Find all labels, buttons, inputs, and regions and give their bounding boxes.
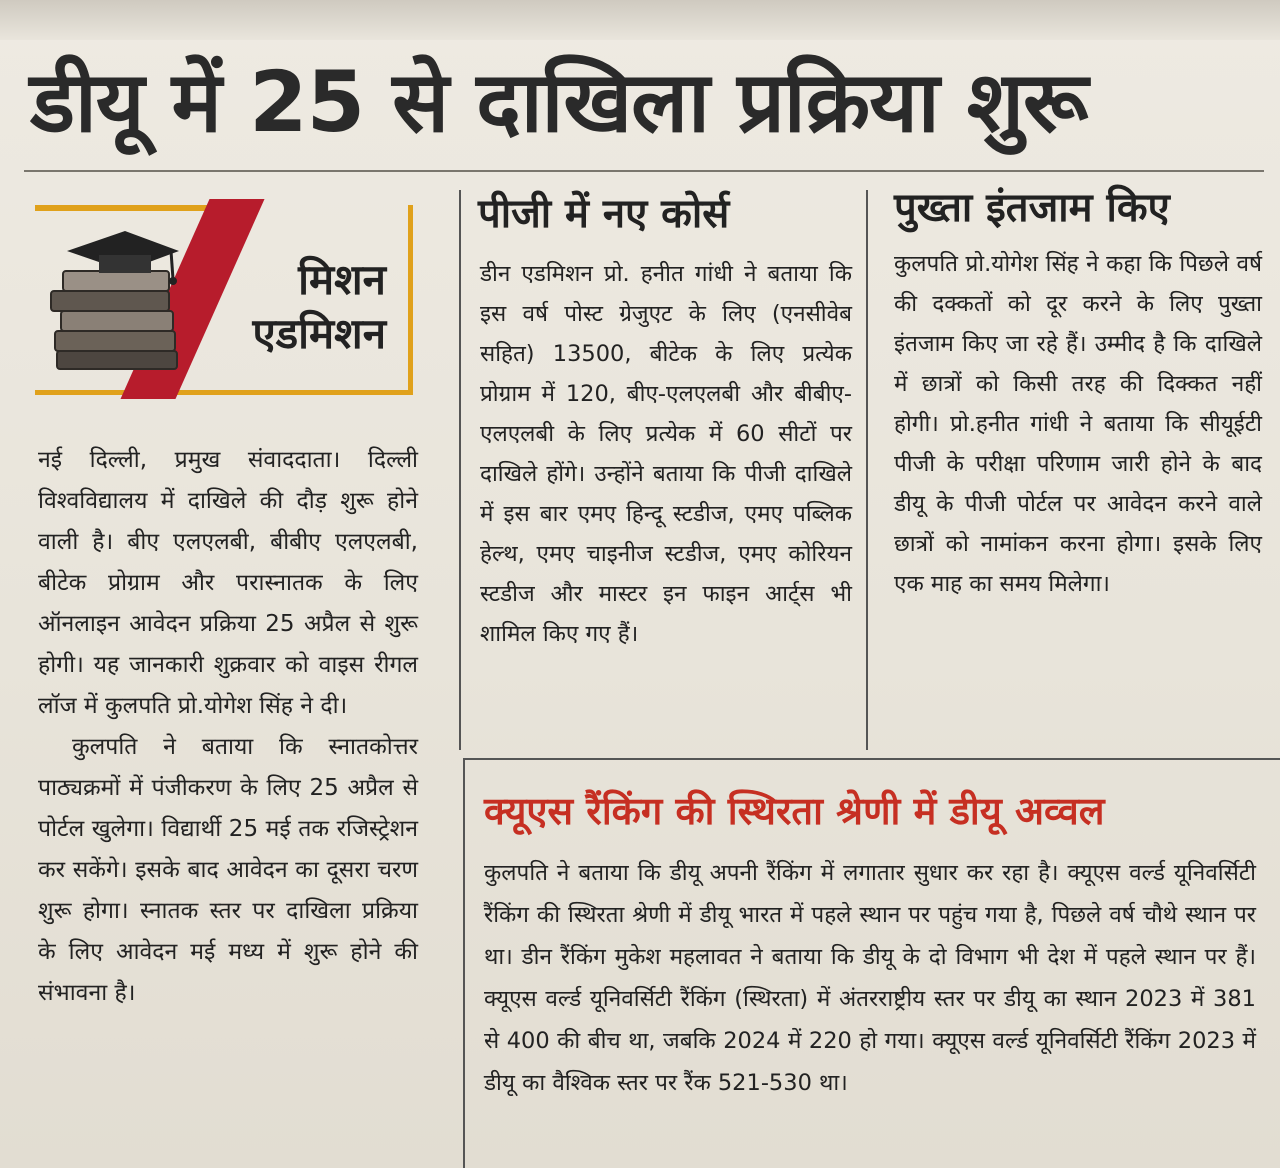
left-column	[38, 440, 418, 1014]
middle-column	[480, 254, 852, 654]
bottom-box-left-rule	[463, 758, 465, 1168]
graduation-cap-books-icon	[47, 219, 187, 379]
page-edge	[0, 0, 1280, 40]
middle-subheading: पीजी में नए कोर्स	[478, 191, 730, 237]
right-column	[894, 244, 1262, 604]
headline-divider	[24, 170, 1264, 172]
mission-line-1: मिशन	[298, 255, 386, 304]
mission-top-bar	[35, 205, 225, 211]
mission-line-2: एडमिशन	[252, 309, 386, 358]
mission-title	[252, 253, 386, 361]
page-headline: डीयू में 25 से दाखिला प्रक्रिया शुरू	[30, 53, 1088, 151]
column-divider-2	[866, 190, 868, 750]
column-divider-1	[459, 190, 461, 750]
left-paragraph-2: कुलपति ने बताया कि स्नातकोत्तर पाठ्यक्रमों में पंजीकरण के लिए 25 अप्रैल से पोर्टल खुलेगा। विद्यार्थी 25 मई तक रजिस्ट्रेशन कर सकेंगे। इसके बाद आवेदन का दूसरा चरण शुरू होगा। स्नातक स्तर पर दाखिला प्रक्रिया के लिए आवेदन मई मध्य में शुरू होने की संभावना है।	[38, 734, 418, 1006]
bottom-box-top-rule	[463, 758, 1280, 760]
right-subheading: पुख्ता इंतजाम किए	[894, 185, 1170, 231]
left-paragraph-1: नई दिल्ली, प्रमुख संवाददाता। दिल्ली विश्वविद्यालय में दाखिले की दौड़ शुरू होने वाली है। बीए एलएलबी, बीबीए एलएलबी, बीटेक प्रोग्राम और परास्नातक के लिए ऑनलाइन आवेदन प्रक्रिया 25 अप्रैल से शुरू होगी। यह जानकारी शुक्रवार को वाइस रीगल लॉज में कुलपति प्रो.योगेश सिंह ने दी।	[38, 447, 418, 719]
bottom-box-column	[484, 852, 1256, 1104]
bottom-box-body: कुलपति ने बताया कि डीयू अपनी रैंकिंग में लगातार सुधार कर रहा है। क्यूएस वर्ल्ड यूनिवर्सिटी रैंकिंग की स्थिरता श्रेणी में डीयू भारत में पहले स्थान पर पहुंच गया है, पिछले वर्ष चौथे स्थान पर था। डीन रैंकिंग मुकेश महलावत ने बताया कि डीयू के दो विभाग भी देश में पहले स्थान पर हैं। क्यूएस वर्ल्ड यूनिवर्सिटी रैंकिंग (स्थिरता) में अंतरराष्ट्रीय स्तर पर डीयू का स्थान 2023 में 381 से 400 की बीच था, जबकि 2024 में 220 हो गया। क्यूएस वर्ल्ड यूनिवर्सिटी रैंकिंग 2023 में डीयू का वैश्विक स्तर पर रैंक 521-530 था।	[484, 860, 1256, 1096]
mission-admission-box	[35, 205, 413, 395]
right-body: कुलपति प्रो.योगेश सिंह ने कहा कि पिछले वर्ष की दक्कतों को दूर करने के लिए पुख्ता इंतजाम किए जा रहे हैं। उम्मीद है कि दाखिले में छात्रों को किसी तरह की दिक्कत नहीं होगी। प्रो.हनीत गांधी ने बताया कि सीयूईटी पीजी के परीक्षा परिणाम जारी होने के बाद डीयू के पीजी पोर्टल पर आवेदन करने वाले छात्रों को नामांकन करना होगा। इसके लिए एक माह का समय मिलेगा।	[894, 251, 1262, 597]
middle-body: डीन एडमिशन प्रो. हनीत गांधी ने बताया कि इस वर्ष पोस्ट ग्रेजुएट के लिए (एनसीवेब सहित) 13500, बीटेक के लिए प्रत्येक प्रोग्राम में 120, बीए-एलएलबी और बीबीए-एलएलबी के लिए प्रत्येक में 60 सीटों पर दाखिले होंगे। उन्होंने बताया कि पीजी दाखिले में इस बार एमए हिन्दू स्टडीज, एमए पब्लिक हेल्थ, एमए चाइनीज स्टडीज, एमए कोरियन स्टडीज और मास्टर इन फाइन आर्ट्स भी शामिल किए गए हैं।	[480, 261, 852, 647]
bottom-box-heading: क्यूएस रैंकिंग की स्थिरता श्रेणी में डीयू अव्वल	[484, 789, 1105, 833]
